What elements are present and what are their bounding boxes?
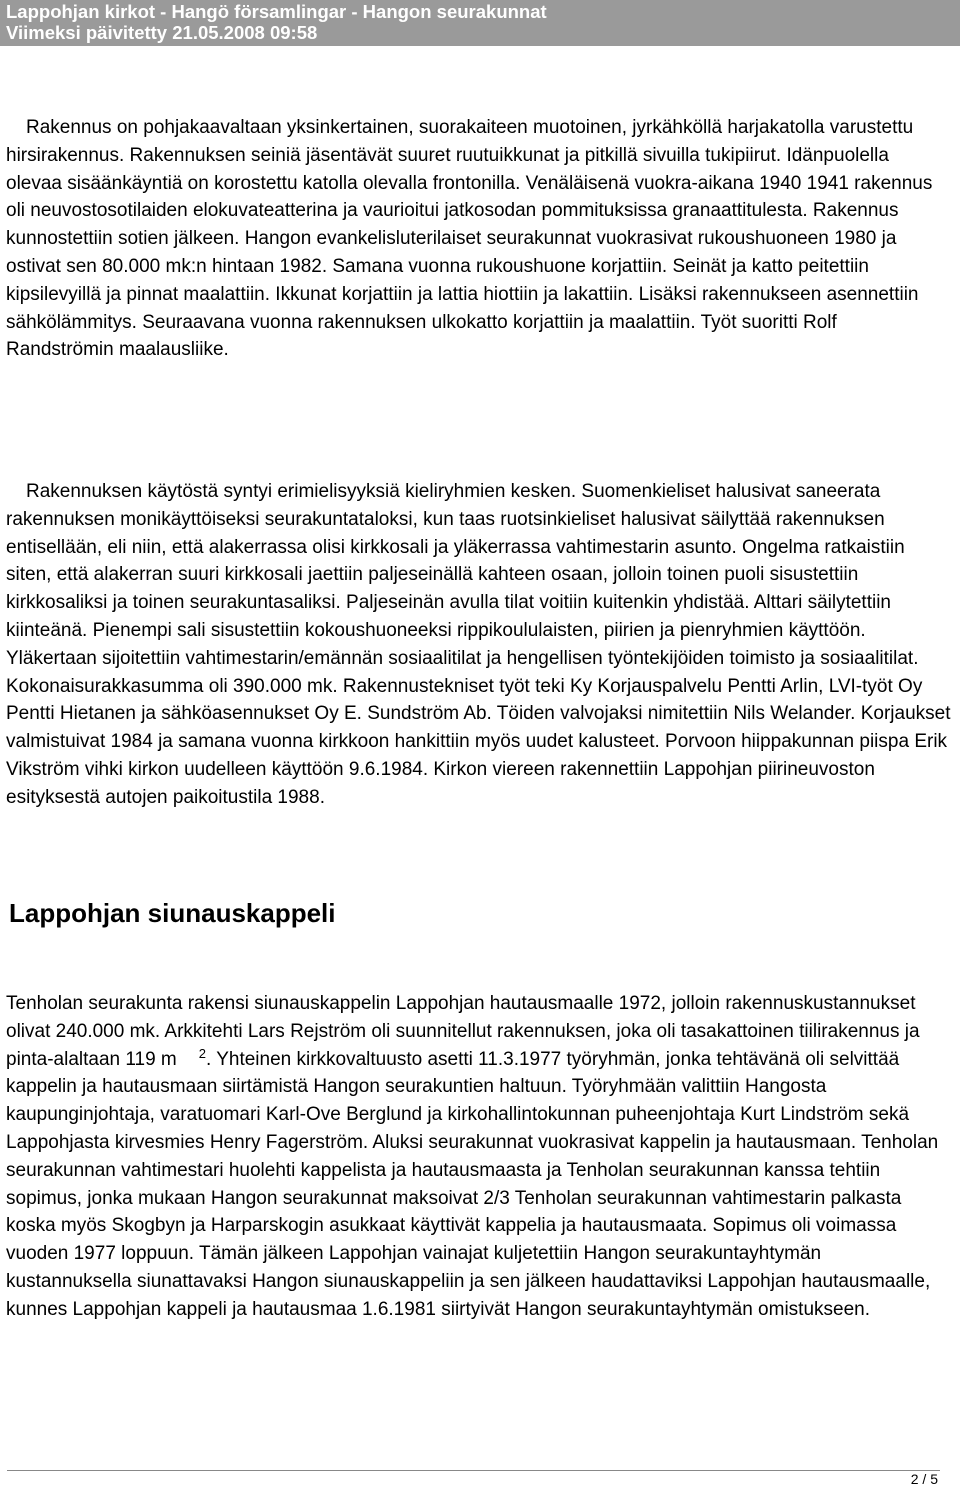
paragraph-church-description (6, 114, 936, 364)
paragraph-text: Rakennus on pohjakaavaltaan yksinkertainen, suorakaiteen muotoinen, jyrkähköllä harjakatolla varustettu hirsirakennus. Rakennuksen seiniä jäsentävät suuret ruutuikkunat ja pitkillä sivuilla tukipiirut. Idänpuolella olevaa sisäänkäyntiä on korostettu katolla olevalla frontonilla. Venäläisenä vuokra-aikana 1940 1941 rakennus oli neuvostosotilaiden elokuvateatterina ja vaurioitui jatkosodan pommituksissa granaattitulesta. Rakennus kunnostettiin sotien jälkeen. Hangon evankelisluterilaiset seurakunnat vuokrasivat rukoushuoneen 1980 ja ostivat sen 80.000 mk:n hintaan 1982. Samana vuonna rukoushuone korjattiin. Seinät ja katto peitettiin kipsilevyillä ja pinnat maalattiin. Ikkunat korjattiin ja lattia hiottiin ja lakattiin. Lisäksi rakennukseen asennettiin sähkölämmitys. Seuraavana vuonna rakennuksen ulkokatto korjattiin ja maalattiin. Työt suoritti Rolf Randströmin maalausliike. (6, 117, 933, 361)
section-heading: Lappohjan siunauskappeli (9, 898, 336, 928)
paragraph-text: Rakennuksen käytöstä syntyi erimielisyyksiä kieliryhmien kesken. Suomenkieliset halusivat saneerata rakennuksen monikäyttöiseksi seurakuntataloksi, kun taas ruotsinkieliset halusivat säilyttää rakennuksen entisellään, eli niin, että alakerrassa olisi kirkkosali ja yläkerrassa vahtimestarin asunto. Ongelma ratkaistiin siten, että alakerran suuri kirkkosali jaettiin paljeseinällä kahteen osaan, jolloin toinen puoli sisustettiin kirkkosaliksi ja toinen seurakuntasaliksi. Paljeseinän avulla tilat voitiin kuitenkin yhdistää. Alttari säilytettiin kiinteänä. Pienempi sali sisustettiin kokoushuoneeksi rippikoululaisten, piirien ja pienryhmien käyttöön. Yläkertaan sijoitettiin vahtimestarin/emännän sosiaalitilat ja hengellisen työntekijöiden toimisto ja sosiaalitilat. Kokonaisurakkasumma oli 390.000 mk. Rakennustekniset työt teki Ky Korjauspalvelu Pentti Arlin, LVI-työt Oy Pentti Hietanen ja sähköasennukset Oy E. Sundström Ab. Töiden valvojaksi nimitettiin Nils Welander. Korjaukset valmistuivat 1984 ja samana vuonna kirkkoon hankittiin myös uudet kalusteet. Porvoon hiippakunnan piispa Erik Vikström vihki kirkon uudelleen käyttöön 9.6.1984. Kirkon viereen rakennettiin Lappohjan piirineuvoston esityksestä autojen paikoitustila 1988. (6, 481, 951, 808)
paragraph-text-continued: . Yhteinen kirkkovaltuusto asetti 11.3.1977 työryhmän, jonka tehtävänä oli selvittää kappelin ja hautausmaan siirtämistä Hangon seurakuntien haltuun. Työryhmään valittiin Hangosta kaupunginjohtaja, varatuomari Karl-Ove Berglund ja kirkohallintokunnan puheenjohtaja Kurt Lindström sekä Lappohjasta kirvesmies Henry Fagerström. Aluksi seurakunnat vuokrasivat kappelin ja hautausmaan. Tenholan seurakunnan vahtimestari huolehti kappelista ja hautausmaasta ja Tenholan seurakunnan kanssa tehtiin sopimus, jonka mukaan Hangon seurakunnat maksoivat 2/3 Tenholan seurakunnan vahtimestarin palkasta koska myös Skogbyn ja Harparskogin asukkaat käyttivät kappelia ja hautausmaata. Sopimus oli voimassa vuoden 1977 loppuun. Tämän jälkeen Lappohjan vainajat kuljetettiin Hangon seurakuntayhtymän kustannuksella siunattavaksi Hangon siunauskappeliin ja sen jälkeen haudattaviksi Lappohjan hautausmaalle, kunnes Lappohjan kappeli ja hautausmaa 1.6.1981 siirtyivät Hangon seurakuntayhtymän omistukseen. (6, 1048, 939, 1320)
page-number: 2 / 5 (910, 1471, 938, 1487)
superscript-squared: 2 (198, 1045, 206, 1061)
paragraph-renovation (6, 478, 951, 812)
paragraph-chapel (6, 990, 951, 1324)
footer-divider (7, 1470, 940, 1471)
paragraph-text: Tenholan seurakunta rakensi siunauskappelin Lappohjan hautausmaalle 1972, jolloin rakennuskustannukset olivat 240.000 mk. Arkkitehti Lars Rejström oli suunnitellut rakennuksen, joka oli tasakattoinen tiilirakennus ja pinta-alaltaan 119 m (6, 993, 920, 1070)
page-title: Lappohjan kirkot - Hangö församlingar - Hangon seurakunnat (6, 1, 547, 22)
last-updated: Viimeksi päivitetty 21.05.2008 09:58 (6, 22, 318, 43)
page-header (0, 0, 960, 46)
